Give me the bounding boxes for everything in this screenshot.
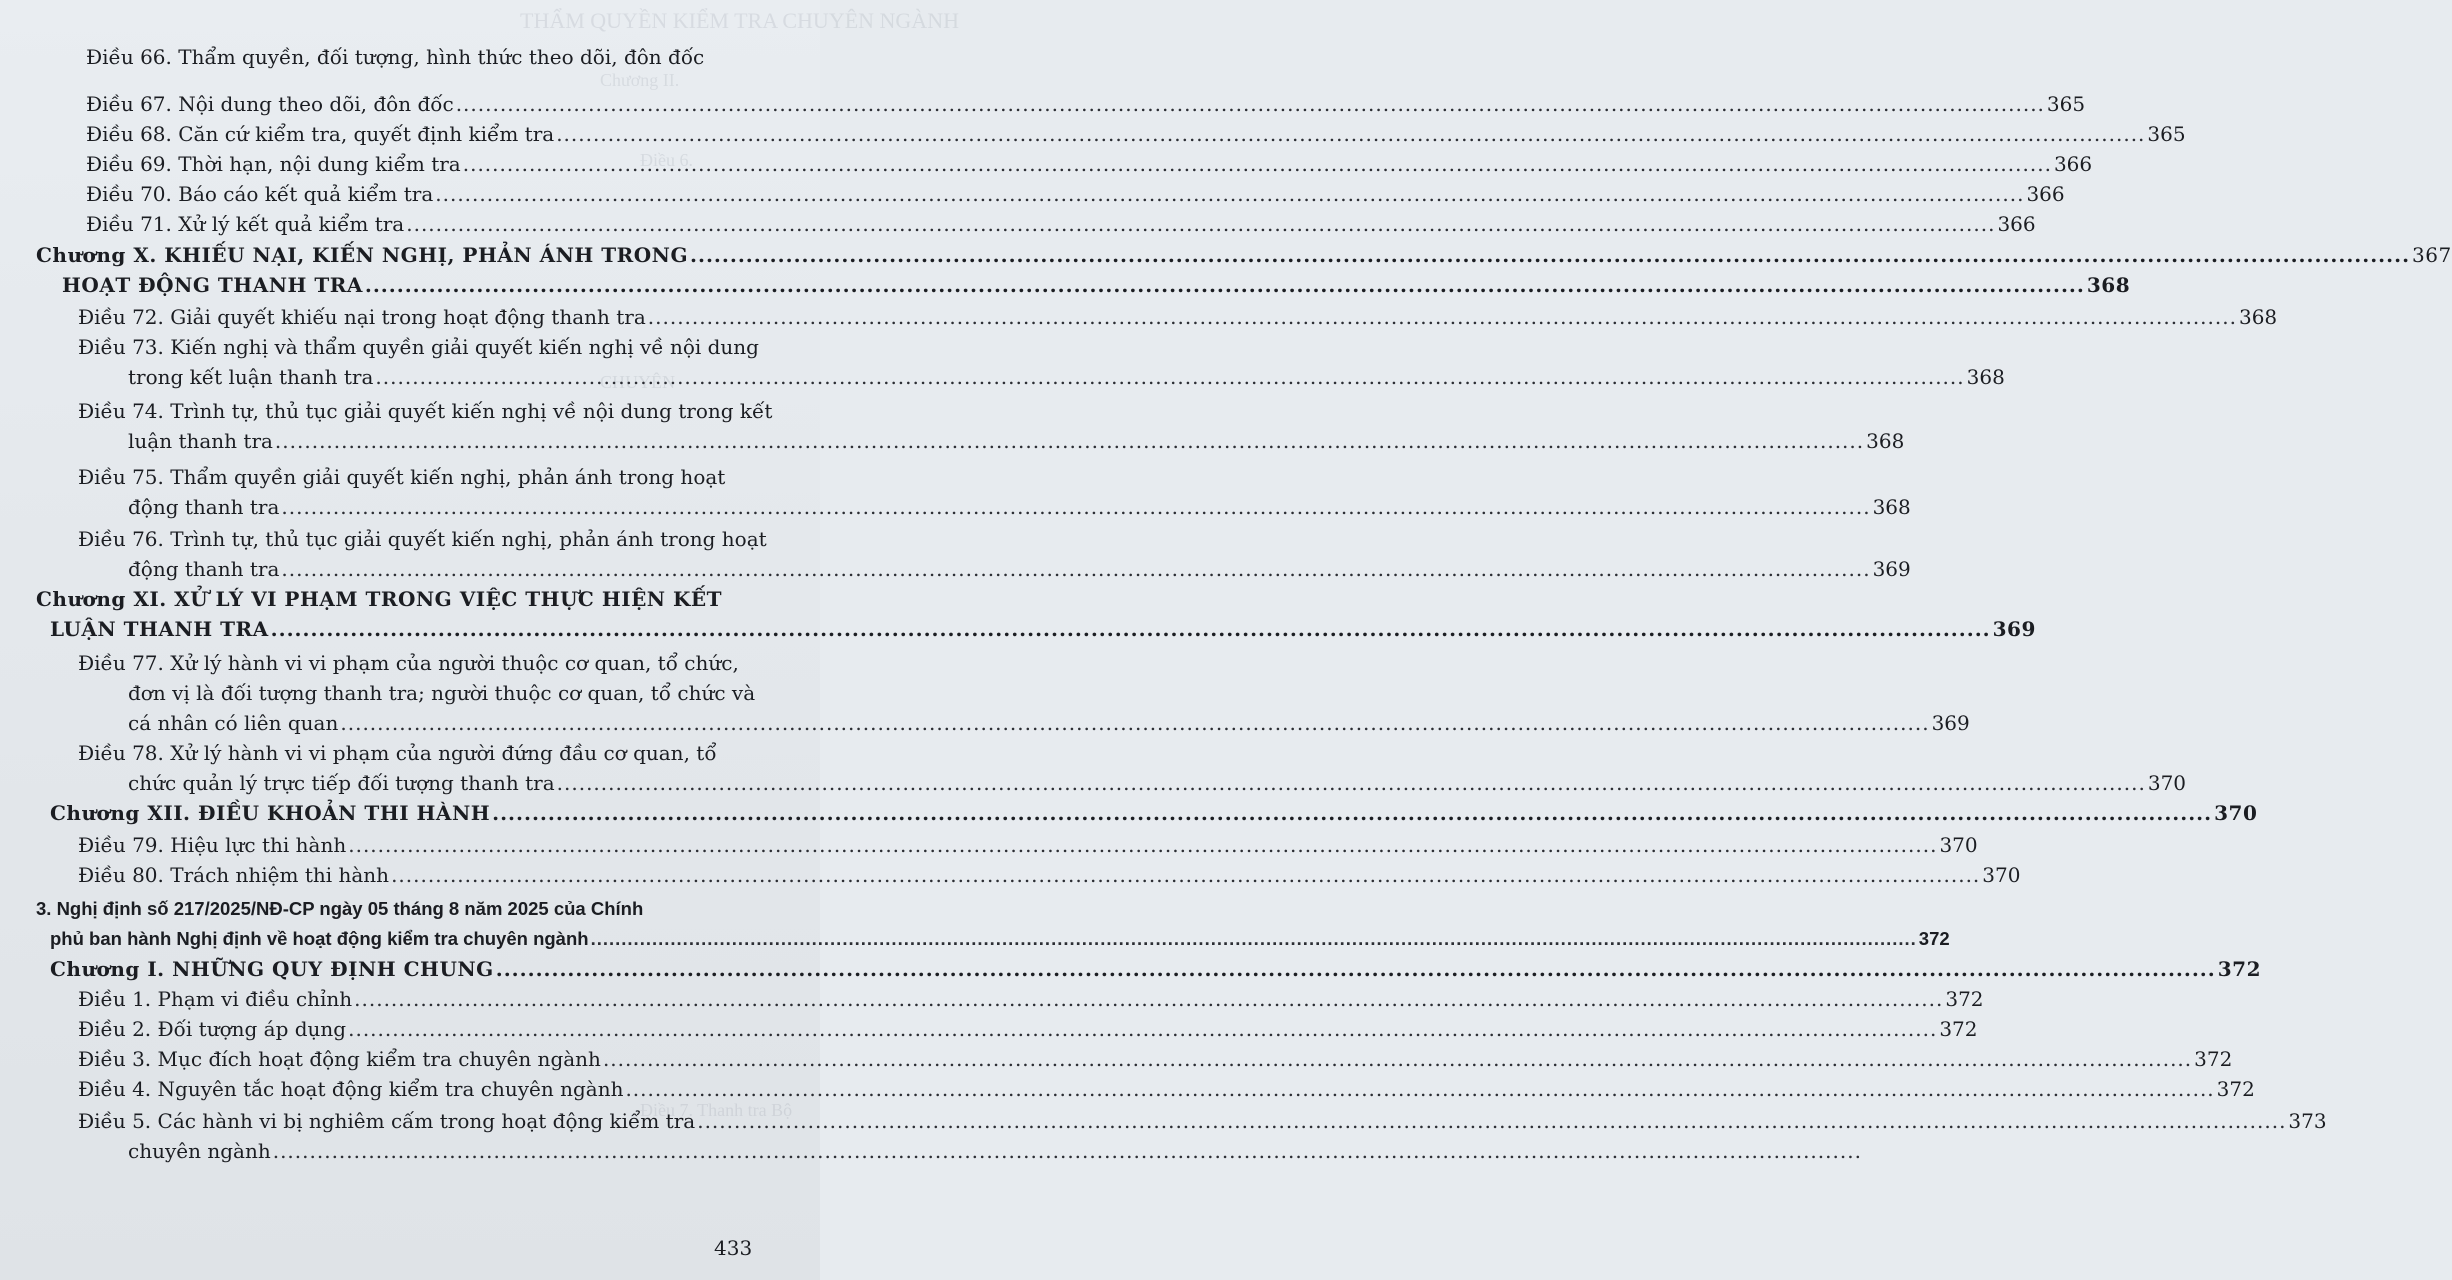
toc-entry-dieu-74-cont[interactable]: luận thanh tra ..... 368 [128,428,766,454]
page-ref: 369 [1931,711,1970,735]
leader-dots [496,956,2216,982]
leader-dots [591,926,1917,952]
leader-dots [556,121,2145,147]
page-ref: 365 [2046,92,2086,116]
page-ref: 370 [1982,863,2021,887]
bleed-through-text: THẨM QUYỀN KIỂM TRA CHUYÊN NGÀNH Chương II. Điều 6. CHUYÊN Điều 7. Thanh tra Bộ [520,8,959,1120]
toc-entry-dieu-1[interactable]: Điều 1. Phạm vi điều chỉnh ..... 372 [78,986,766,1012]
toc-document-3[interactable]: 3. Nghị định số 217/2025/NĐ-CP ngày 05 tháng 8 năm 2025 của Chính [36,898,644,919]
page-ref: 370 [2147,771,2187,795]
page-ref: 369 [1872,557,1911,581]
toc-entry-dieu-67[interactable]: Điều 67. Nội dung theo dõi, đôn đốc ..... 365 [86,91,766,117]
toc-entry-dieu-5-cont[interactable]: chuyên ngành ..... [128,1138,488,1164]
page-ref: 368 [1966,365,2005,389]
leader-dots [275,428,1864,454]
toc-entry-dieu-5[interactable]: Điều 5. Các hành vi bị nghiêm cấm trong hoạt động kiểm tra ..... 373 [78,1108,766,1134]
toc-entry-dieu-75[interactable]: Điều 75. Thẩm quyền giải quyết kiến nghị, phản ánh trong hoạt [78,465,726,489]
toc-entry-dieu-76-cont[interactable]: động thanh tra ..... 369 [128,556,766,582]
leader-dots [365,272,2085,298]
toc-entry-dieu-79[interactable]: Điều 79. Hiệu lực thi hành ..... 370 [78,832,766,858]
leader-dots [648,304,2237,330]
page-ref: 372 [2194,1047,2233,1071]
toc-chapter-xi[interactable]: Chương XI. XỬ LÝ VI PHẠM TRONG VIỆC THỰC HIỆN KẾT [36,587,723,611]
toc-entry-dieu-68[interactable]: Điều 68. Căn cứ kiểm tra, quyết định kiểm tra ..... 365 [86,121,766,147]
leader-dots [603,1046,2192,1072]
toc-chapter-x-cont[interactable]: HOẠT ĐỘNG THANH TRA ..... 368 [62,272,766,298]
toc-entry-dieu-77-line2[interactable]: đơn vị là đối tượng thanh tra; người thuộc cơ quan, tổ chức và [128,681,756,705]
toc-entry-dieu-2[interactable]: Điều 2. Đối tượng áp dụng ..... 372 [78,1016,766,1042]
leader-dots [281,494,1870,520]
page-ref: 368 [2238,305,2278,329]
leader-dots [625,1076,2214,1102]
leader-dots [391,862,1980,888]
page-ref: 368 [2086,273,2131,297]
toc-chapter-xi-cont[interactable]: LUẬN THANH TRA ..... 369 [50,616,766,642]
leader-dots [375,364,1964,390]
page-ref: 372 [2217,957,2261,981]
leader-dots [271,616,1991,642]
leader-dots [492,800,2212,826]
toc-entry-dieu-71[interactable]: Điều 71. Xử lý kết quả kiểm tra ..... 366 [86,211,766,237]
leader-dots [273,1138,1862,1164]
page-ref: 370 [2214,801,2258,825]
leader-dots [354,986,1943,1012]
page-ref: 367 [2412,243,2452,267]
leader-dots [463,151,2052,177]
toc-entry-dieu-78[interactable]: Điều 78. Xử lý hành vi vi phạm của người đứng đầu cơ quan, tổ [78,741,717,765]
toc-entry-dieu-4[interactable]: Điều 4. Nguyên tắc hoạt động kiểm tra chuyên ngành ..... 372 [78,1076,766,1102]
toc-entry-dieu-77[interactable]: Điều 77. Xử lý hành vi vi phạm của người thuộc cơ quan, tổ chức, [78,651,739,675]
leader-dots [697,1108,2286,1134]
page-number: 433 [714,1236,753,1260]
page-ref: 372 [1939,1017,1978,1041]
leader-dots [435,181,2024,207]
leader-dots [690,242,2410,268]
page-ref: 373 [2288,1109,2327,1133]
page-ref: 366 [2053,152,2093,176]
toc-document-3-cont[interactable]: phủ ban hành Nghị định về hoạt động kiểm tra chuyên ngành ..... 372 [50,926,766,952]
toc-entry-dieu-69[interactable]: Điều 69. Thời hạn, nội dung kiểm tra ..... 366 [86,151,766,177]
leader-dots [348,1016,1937,1042]
toc-entry-dieu-73[interactable]: Điều 73. Kiến nghị và thẩm quyền giải quyết kiến nghị về nội dung [78,335,759,359]
toc-entry-dieu-78-cont[interactable]: chức quản lý trực tiếp đối tượng thanh tra ..... 370 [128,770,766,796]
toc-entry-dieu-80[interactable]: Điều 80. Trách nhiệm thi hành ..... 370 [78,862,766,888]
page-ref: 368 [1866,429,1905,453]
page-ref: 366 [2026,182,2065,206]
toc-chapter-x[interactable]: Chương X. KHIẾU NẠI, KIẾN NGHỊ, PHẢN ÁNH TRONG ..... 367 [36,242,766,268]
leader-dots [281,556,1870,582]
leader-dots [557,770,2146,796]
toc-entry-dieu-74[interactable]: Điều 74. Trình tự, thủ tục giải quyết kiến nghị về nội dung trong kết [78,399,773,423]
page-ref: 372 [1918,928,1950,949]
toc-entry-dieu-3[interactable]: Điều 3. Mục đích hoạt động kiểm tra chuyên ngành ..... 372 [78,1046,766,1072]
page-ref: 366 [1997,212,2036,236]
leader-dots [348,832,1937,858]
page-ref: 365 [2147,122,2186,146]
page-ref: 372 [2216,1077,2255,1101]
page-ref: 370 [1939,833,1978,857]
leader-dots [340,710,1929,736]
toc-entry-dieu-75-cont[interactable]: động thanh tra ..... 368 [128,494,766,520]
toc-chapter-xii[interactable]: Chương XII. ĐIỀU KHOẢN THI HÀNH ..... 370 [50,800,766,826]
toc-entry-dieu-77-cont[interactable]: cá nhân có liên quan ..... 369 [128,710,766,736]
leader-dots [456,91,2045,117]
page-ref: 368 [1872,495,1911,519]
toc-chapter-i[interactable]: Chương I. NHỮNG QUY ĐỊNH CHUNG ..... 372 [50,956,766,982]
page-ref: 369 [1992,617,2036,641]
toc-entry-dieu-70[interactable]: Điều 70. Báo cáo kết quả kiểm tra ..... 366 [86,181,766,207]
toc-entry-dieu-73-cont[interactable]: trong kết luận thanh tra ..... 368 [128,364,766,390]
toc-entry-dieu-76[interactable]: Điều 76. Trình tự, thủ tục giải quyết kiến nghị, phản ánh trong hoạt [78,527,767,551]
toc-entry-dieu-72[interactable]: Điều 72. Giải quyết khiếu nại trong hoạt động thanh tra ..... 368 [78,304,766,330]
page-ref: 372 [1945,987,1984,1011]
toc-entry-dieu-66[interactable]: Điều 66. Thẩm quyền, đối tượng, hình thức theo dõi, đôn đốc [86,45,705,69]
leader-dots [406,211,1995,237]
